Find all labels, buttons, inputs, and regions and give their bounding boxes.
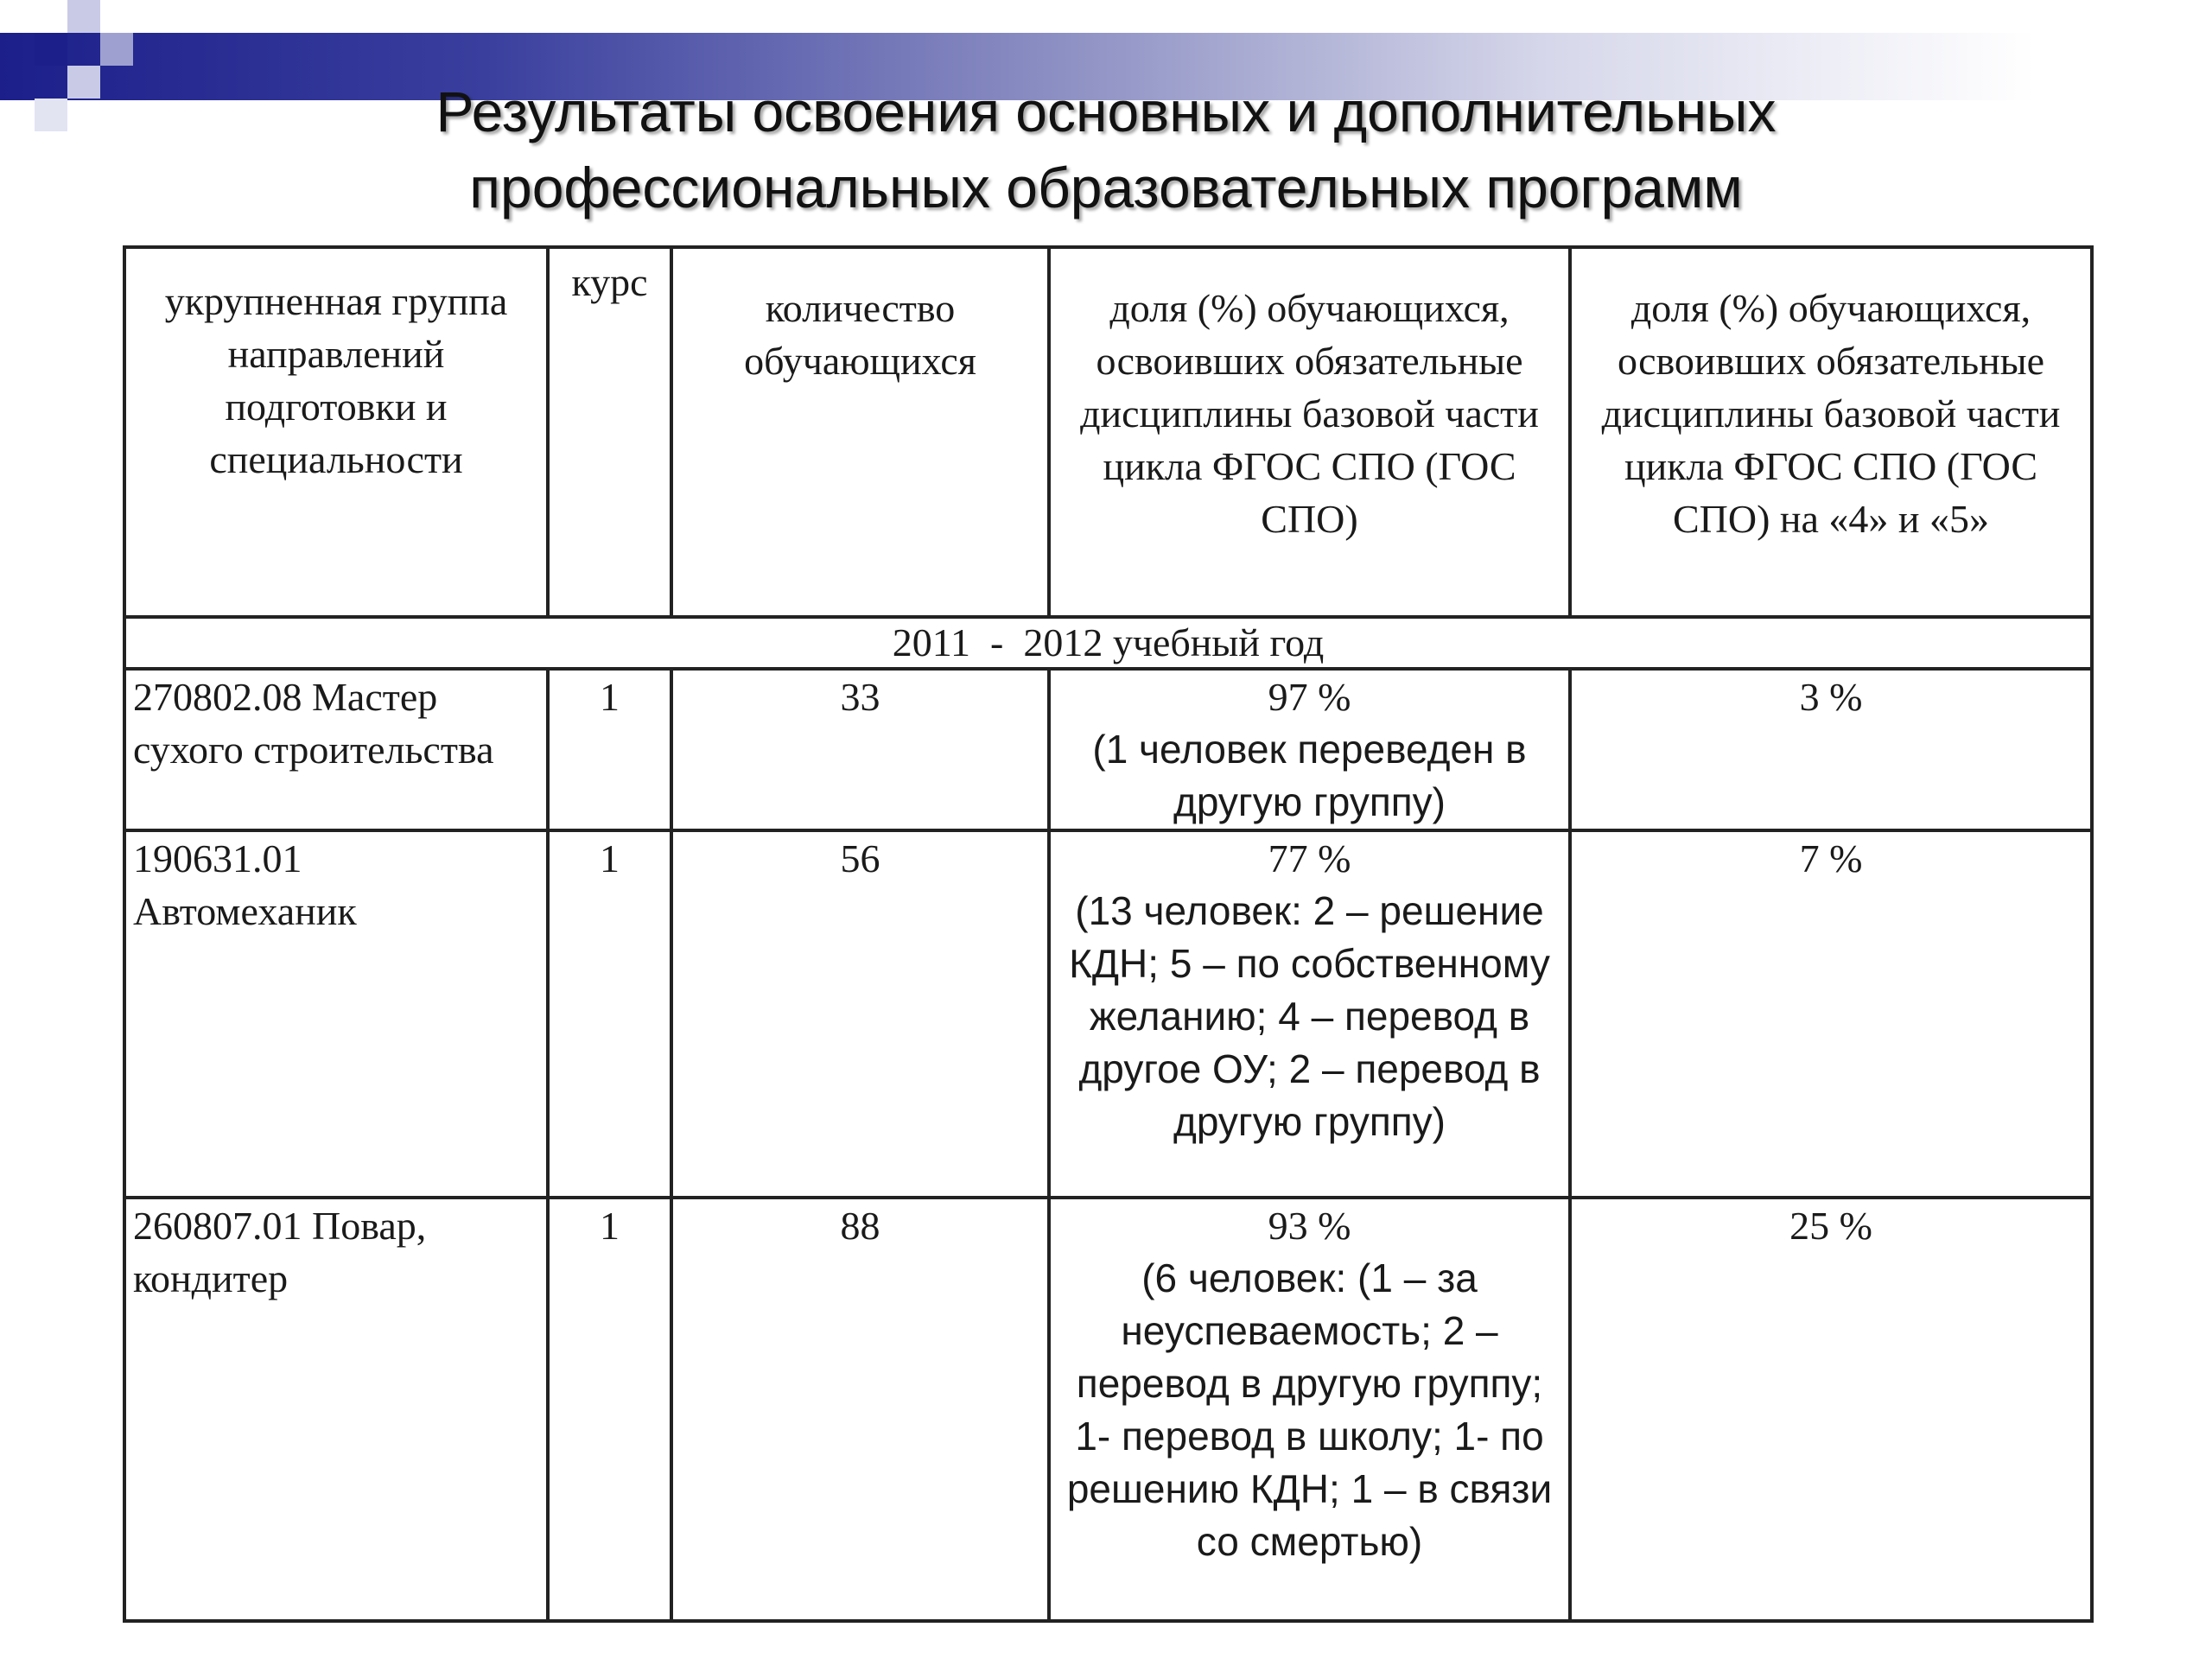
header-course: курс [548, 247, 671, 617]
title-line-2: профессиональных образовательных программ [469, 156, 1743, 219]
row-share-base [1049, 669, 1570, 830]
row-share-base [1049, 830, 1570, 1198]
year-label: 2011 - 2012 учебный год [124, 617, 2092, 669]
year-row [124, 617, 2092, 669]
row-share-note: (13 человек: 2 – решение КДН; 5 – по собственному желанию; 4 – перевод в другое ОУ; 2 – перевод в другую группу) [1069, 888, 1550, 1144]
header-group: укрупненная группа направлений подготовки и специальности [124, 247, 548, 617]
page-title [0, 73, 2212, 226]
row-count: 56 [671, 830, 1049, 1198]
results-table [123, 245, 2094, 1623]
row-share-note: (6 человек: (1 – за неуспеваемость; 2 – перевод в другую группу; 1- перевод в школу; 1- по решению КДН; 1 – в связи со смертью) [1066, 1255, 1553, 1564]
row-share-45: 3 % [1570, 669, 2092, 830]
row-group: 190631.01 Автомеханик [124, 830, 548, 1198]
row-share-45: 7 % [1570, 830, 2092, 1198]
row-count: 33 [671, 669, 1049, 830]
header-row [124, 247, 2092, 617]
row-share-note: (1 человек переведен в другую группу) [1092, 727, 1527, 824]
row-count: 88 [671, 1198, 1049, 1621]
row-share-base [1049, 1198, 1570, 1621]
header-share-45: доля (%) обучающихся, освоивших обязательные дисциплины базовой части цикла ФГОС СПО (ГОС СПО) на «4» и «5» [1570, 247, 2092, 617]
logo-square-dark [35, 33, 67, 66]
row-group: 260807.01 Повар, кондитер [124, 1198, 548, 1621]
row-share-pct: 77 % [1268, 836, 1351, 880]
logo-square-light [100, 33, 133, 66]
row-share-pct: 93 % [1268, 1204, 1351, 1248]
row-group: 270802.08 Мастер сухого строительства [124, 669, 548, 830]
row-course: 1 [548, 1198, 671, 1621]
table-row [124, 1198, 2092, 1621]
row-course: 1 [548, 669, 671, 830]
header-share-base: доля (%) обучающихся, освоивших обязательные дисциплины базовой части цикла ФГОС СПО (ГОС СПО) [1049, 247, 1570, 617]
table-row [124, 830, 2092, 1198]
row-course: 1 [548, 830, 671, 1198]
table-row [124, 669, 2092, 830]
logo-square-light [67, 0, 100, 33]
row-share-pct: 97 % [1268, 675, 1351, 719]
header-count: количество обучающихся [671, 247, 1049, 617]
row-share-45: 25 % [1570, 1198, 2092, 1621]
title-line-1: Результаты освоения основных и дополнительных [435, 79, 1777, 143]
